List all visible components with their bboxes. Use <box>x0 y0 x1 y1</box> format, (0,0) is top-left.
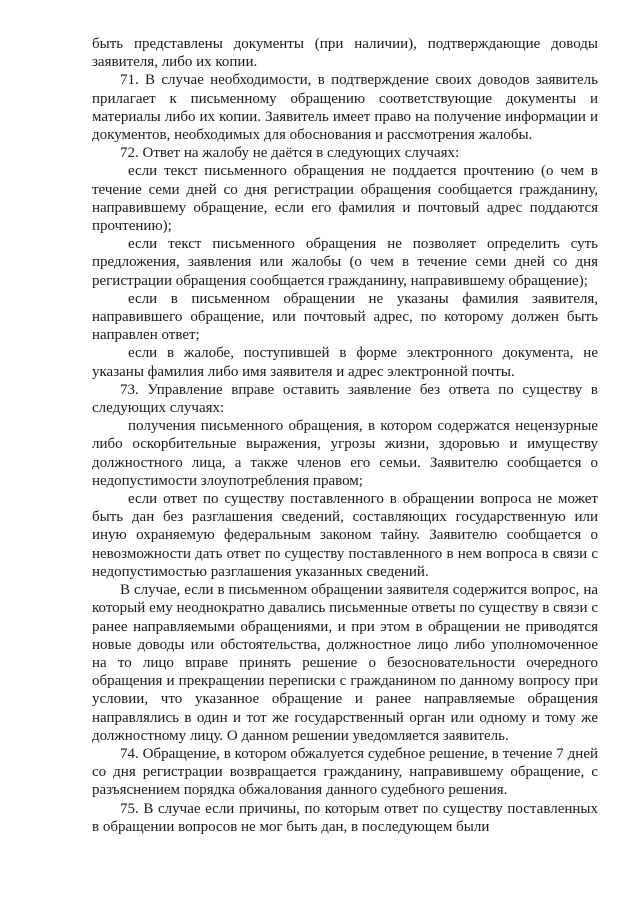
paragraph-continuation: быть представлены документы (при наличии), подтверждающие доводы заявителя, либо их копии. <box>92 36 598 71</box>
paragraph-item-71: 71. В случае необходимости, в подтверждение своих доводов заявитель прилагает к письменному обращению соответствующие документы и материалы либо их копии. Заявитель имеет право на получение информации и документов, необходимых для обоснования и рассмотрения жалобы. <box>92 72 598 144</box>
paragraph-sub-offensive: получения письменного обращения, в котором содержатся нецензурные либо оскорбительные выражения, угрозы жизни, здоровью и имуществу должностного лица, а также членов его семьи. Заявителю сообщается о недопустимости злоупотребления правом; <box>92 418 598 489</box>
paragraph-sub-no-name-address: если в письменном обращении не указаны фамилия заявителя, направившего обращение, или почтовый адрес, по которому должен быть направлен ответ; <box>92 290 598 344</box>
paragraph-item-72: 72. Ответ на жалобу не даётся в следующих случаях: <box>120 145 460 162</box>
paragraph-item-74: 74. Обращение, в котором обжалуется судебное решение, в течение 7 дней со дня регистрации возвращается гражданину, направившему обращение, с разъяснением порядка обжалования данного судебного решения. <box>92 745 598 799</box>
paragraph-item-73: 73. Управление вправе оставить заявление без ответа по существу в следующих случаях: <box>92 381 598 417</box>
paragraph-repeated-appeal: В случае, если в письменном обращении заявителя содержится вопрос, на который ему неоднократно давались письменные ответы по существу в связи с ранее направляемыми обращениями, и при этом в обращении не приводятся новые доводы или обстоятельства, должностное лицо либо уполномоченное на то лицо вправе принять решение о безосновательности очередного обращения и прекращении переписки с гражданином по данному вопросу при условии, что указанное обращение и ранее направляемые обращения направлялись в один и тот же государственный орган или одному и тому же должностному лицу. О данном решении уведомляется заявитель. <box>92 582 598 744</box>
paragraph-item-75: 75. В случае если причины, по которым ответ по существу поставленных в обращении вопросов не мог быть дан, в последующем были <box>92 800 598 835</box>
document-body <box>92 35 598 836</box>
paragraph-sub-unclear: если текст письменного обращения не позволяет определить суть предложения, заявления или жалобы (о чем в течение семи дней со дня регистрации обращения сообщается гражданину, направившему обращение); <box>92 236 598 289</box>
paragraph-sub-electronic: если в жалобе, поступившей в форме электронного документа, не указаны фамилия либо имя заявителя и адрес электронной почты. <box>92 345 598 380</box>
paragraph-sub-unreadable: если текст письменного обращения не поддается прочтению (о чем в течение семи дней со дня регистрации обращения сообщается гражданину, направившему обращение, если его фамилия и почтовый адрес поддаются прочтению); <box>92 163 598 235</box>
paragraph-sub-secret: если ответ по существу поставленного в обращении вопроса не может быть дан без разглашения сведений, составляющих государственную или иную охраняемую федеральным законом тайну. Заявителю сообщается о невозможности дать ответ по существу поставленного в нем вопроса в связи с недопустимостью разглашения указанных сведений. <box>92 491 598 580</box>
